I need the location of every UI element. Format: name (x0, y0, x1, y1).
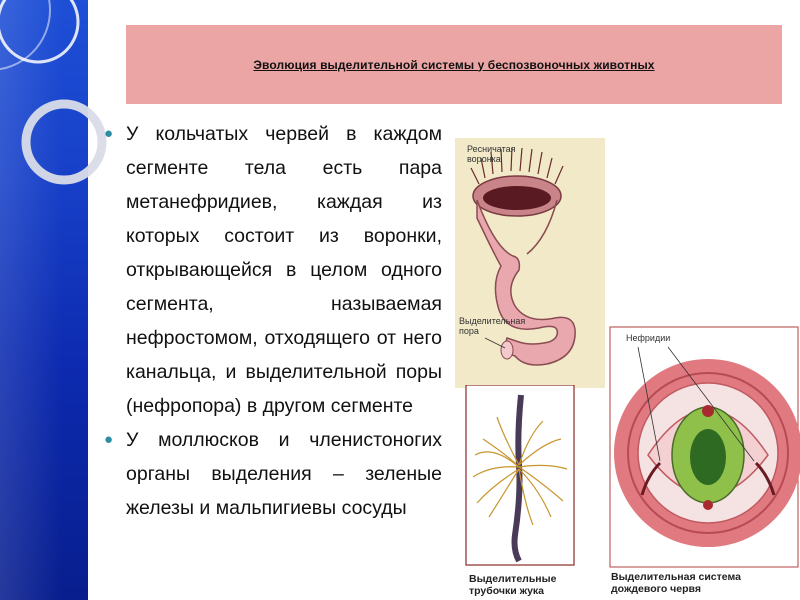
earthworm-illustration (608, 325, 800, 570)
label-nephridia: Нефридии (626, 333, 671, 343)
circle-bullet-icon: ● (104, 431, 114, 448)
dorsal-vessel (702, 405, 714, 417)
metanephridium-illustration (455, 138, 605, 388)
ring-top (0, 0, 78, 62)
beetle-tubules-illustration (463, 385, 578, 570)
ring-top-outer (0, 0, 50, 70)
label-pore-line1: Выделительная (459, 316, 526, 326)
bullet-text-molluscs: У моллюсков и членистоногих органы выделения – зеленые железы и мальпигиевы сосуды (126, 429, 442, 519)
earthworm-caption-line1: Выделительная система (611, 571, 741, 583)
funnel-opening (483, 186, 551, 210)
beetle-caption-line1: Выделительные (469, 573, 557, 585)
label-funnel-line2: воронка (467, 154, 501, 164)
label-funnel-line1: Ресничатая (467, 144, 516, 154)
slide-title-box (126, 25, 782, 104)
circle-bullet-icon: ● (104, 125, 114, 142)
bullet-item (104, 117, 442, 423)
bullet-item (104, 423, 442, 525)
bullet-list (104, 117, 442, 525)
label-pore-line2: пора (459, 326, 479, 336)
ventral-vessel (703, 500, 713, 510)
intestine-lumen (690, 429, 726, 485)
excretory-pore (501, 341, 513, 359)
earthworm-caption-line2: дождевого червя (611, 583, 701, 595)
earthworm-caption (611, 571, 741, 595)
slide-title: Эволюция выделительной системы у беспозвоночных животных (253, 57, 655, 72)
beetle-caption (469, 573, 556, 597)
beetle-caption-line2: трубочки жука (469, 585, 544, 597)
ring-middle (26, 104, 102, 180)
bullet-text-annelids: У кольчатых червей в каждом сегменте тела есть пара метанефридиев, каждая из которых состоит из воронки, открывающейся в целом одного сегмента, называемая нефростомом, отходящего от него канальца, и выделительной поры (нефропора) в другом сегменте (126, 123, 442, 417)
